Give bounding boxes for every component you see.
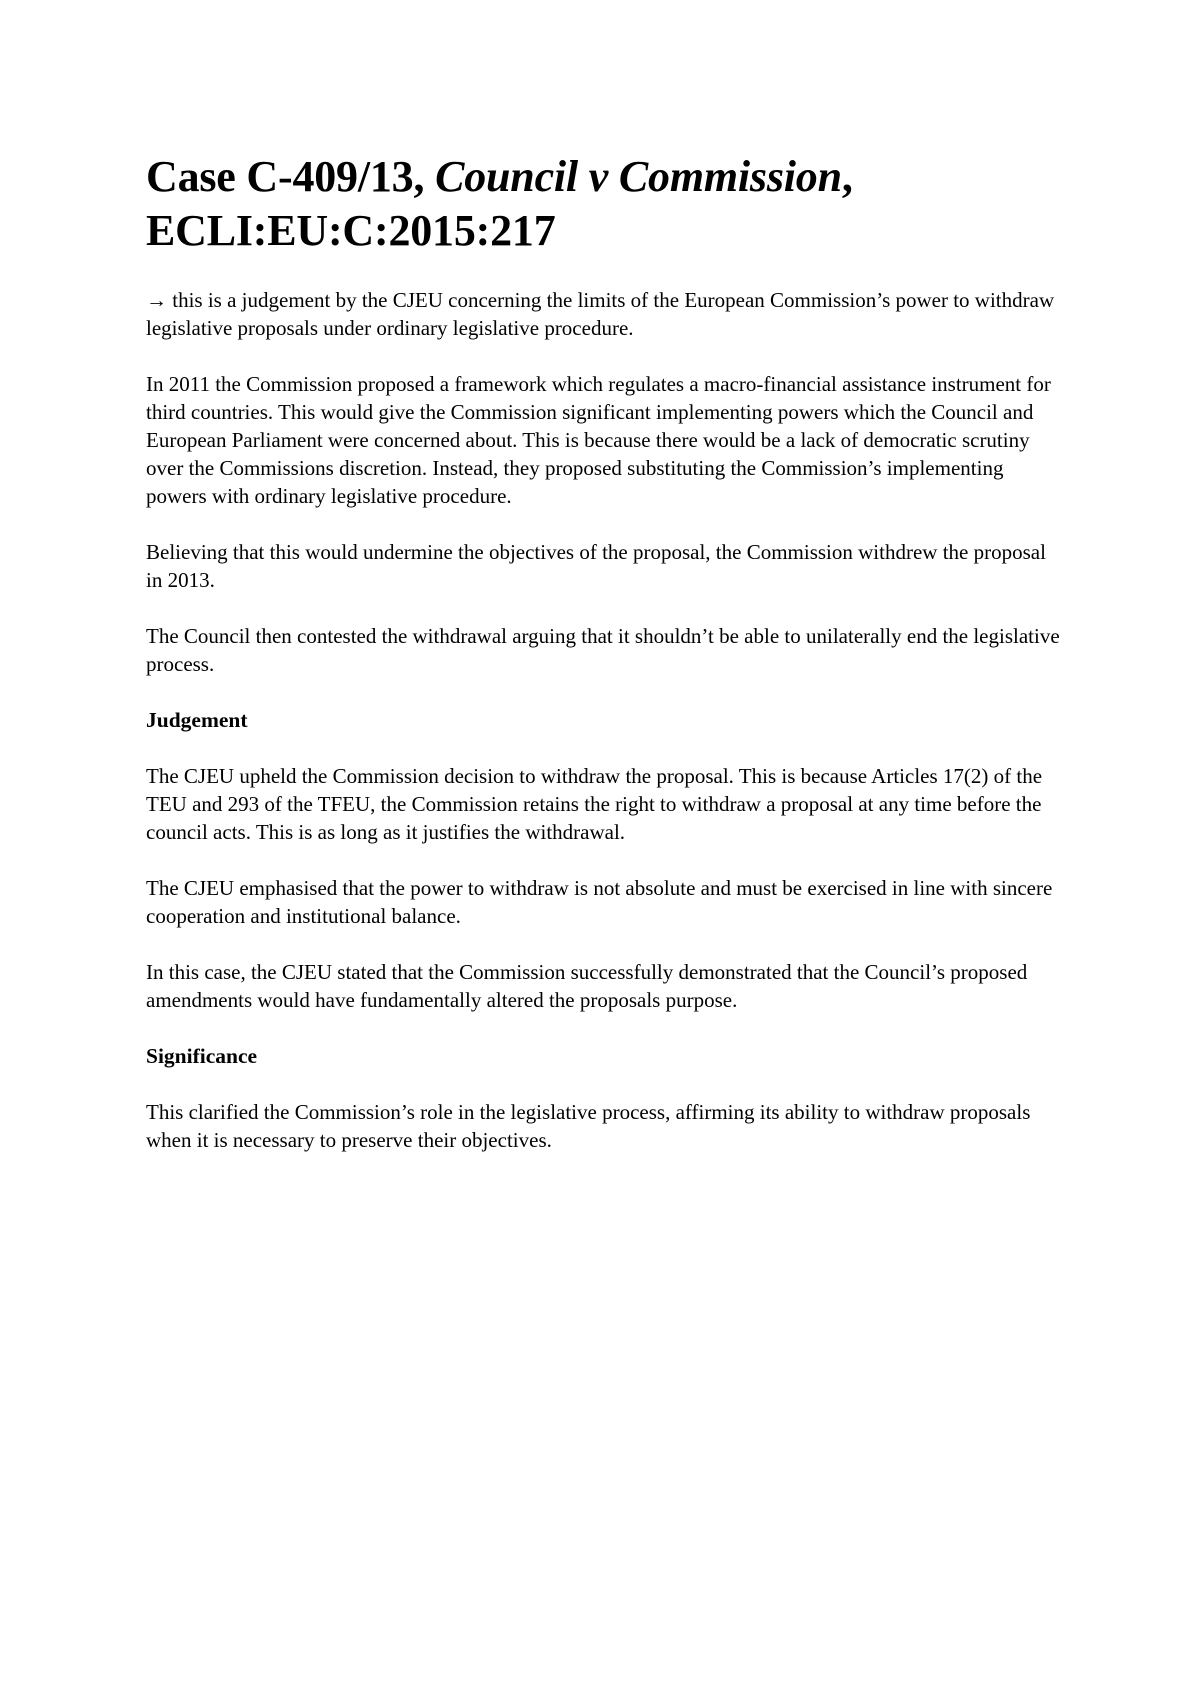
judgement-heading: Judgement	[146, 708, 248, 732]
title-case-number: Case C-409/13,	[146, 152, 436, 201]
title-comma: ,	[841, 152, 853, 201]
intro-paragraph: → this is a judgement by the CJEU concerning the limits of the European Commission’s power to withdraw legislative proposals under ordinary legislative procedure.	[146, 288, 1055, 340]
significance-heading: Significance	[146, 1044, 258, 1068]
document-content	[146, 150, 1066, 1182]
page-title	[146, 150, 1066, 258]
facts-paragraph-3: The Council then contested the withdrawal arguing that it shouldn’t be able to unilaterally end the legislative process.	[146, 624, 1060, 676]
judgement-paragraph-2: The CJEU emphasised that the power to withdraw is not absolute and must be exercised in line with sincere cooperation and institutional balance.	[146, 876, 1053, 928]
title-case-name: Council v Commission	[435, 152, 842, 201]
judgement-paragraph-3: In this case, the CJEU stated that the Commission successfully demonstrated that the Council’s proposed amendments would have fundamentally altered the proposals purpose.	[146, 960, 1028, 1012]
facts-paragraph-1: In 2011 the Commission proposed a framework which regulates a macro-financial assistance instrument for third countries. This would give the Commission significant implementing powers which the Council and European Parliament were concerned about. This is because there would be a lack of democratic scrutiny over the Commissions discretion. Instead, they proposed substituting the Commission’s implementing powers with ordinary legislative procedure.	[146, 372, 1051, 508]
title-ecli: ECLI:EU:C:2015:217	[146, 206, 556, 255]
significance-paragraph-1: This clarified the Commission’s role in the legislative process, affirming its ability to withdraw proposals when it is necessary to preserve their objectives.	[146, 1100, 1031, 1152]
judgement-paragraph-1: The CJEU upheld the Commission decision to withdraw the proposal. This is because Articles 17(2) of the TEU and 293 of the TFEU, the Commission retains the right to withdraw a proposal at any time before the council acts. This is as long as it justifies the withdrawal.	[146, 764, 1043, 844]
facts-paragraph-2: Believing that this would undermine the objectives of the proposal, the Commission withdrew the proposal in 2013.	[146, 540, 1046, 592]
